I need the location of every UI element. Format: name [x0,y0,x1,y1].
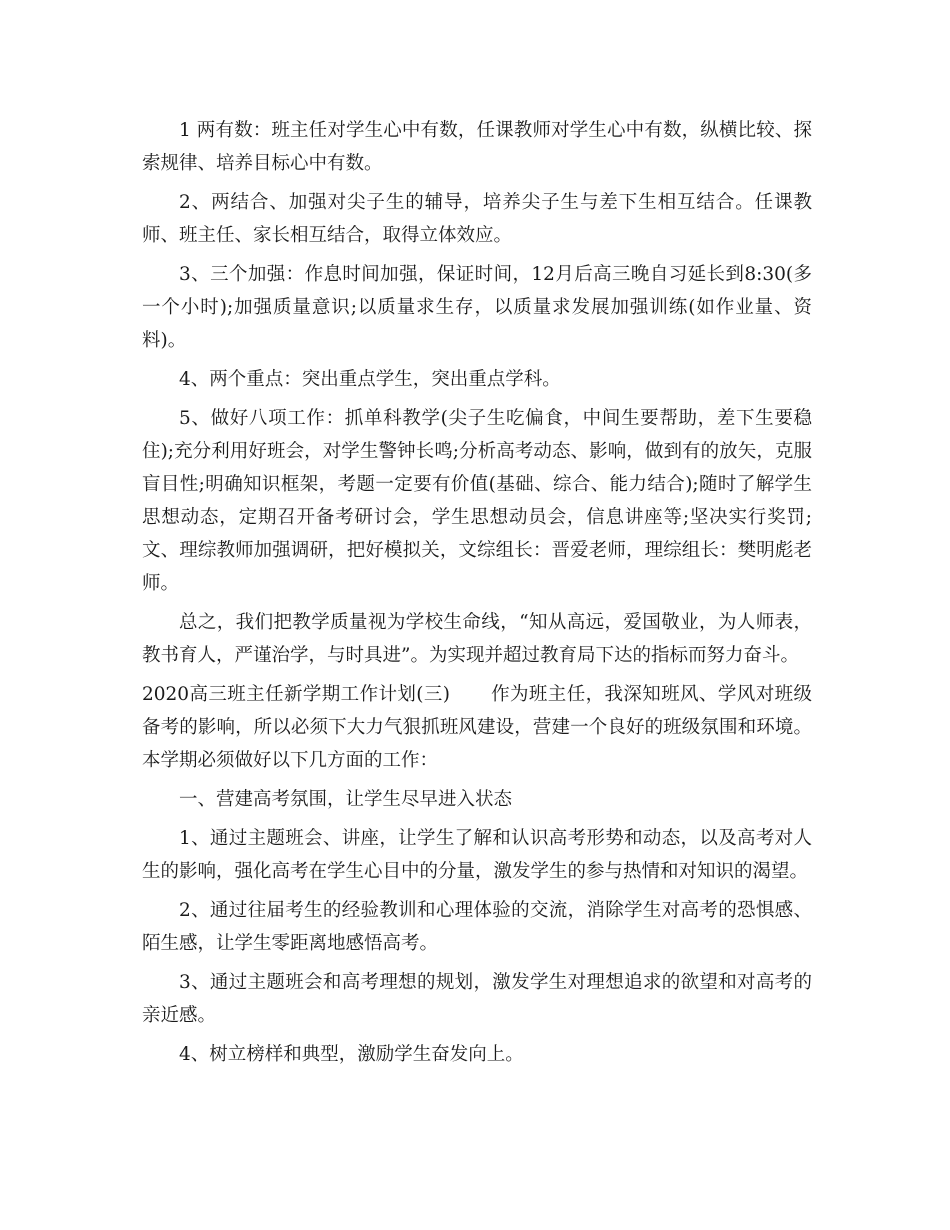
paragraph-summary: 总之，我们把教学质量视为学校生命线，“知从高远，爱国敬业，为人师表，教书育人，严谨治学，与时具进”。为实现并超过教育局下达的指标而努力奋斗。 [142,612,812,666]
paragraph-past-students: 2、通过往届考生的经验教训和心理体验的交流，消除学生对高考的恐惧感、陌生感，让学生零距离地感悟高考。 [142,900,812,954]
section-header-paragraph [142,678,812,777]
paragraph-two-knowings: 1 两有数：班主任对学生心中有数，任课教师对学生心中有数，纵横比较、探索规律、培养目标心中有数。 [142,120,812,174]
paragraph-ideal-planning: 3、通过主题班会和高考理想的规划，激发学生对理想追求的欲望和对高考的亲近感。 [142,972,812,1026]
document-body [142,114,812,1077]
paragraph-three-strengthenings: 3、三个加强：作息时间加强，保证时间，12月后高三晚自习延长到8:30(多一个小时);加强质量意识;以质量求生存，以质量求发展加强训练(如作业量、资料)。 [142,264,812,351]
heading-create-atmosphere: 一、营建高考氛围，让学生尽早进入状态 [179,789,513,810]
section-intro: 作为班主任，我深知班风、学风对班级备考的影响，所以必须下大力气狠抓班风建设，营建一个良好的班级氛围和环境。本学期必须做好以下几方面的工作： [142,684,812,771]
paragraph-two-combinations: 2、两结合、加强对尖子生的辅导，培养尖子生与差下生相互结合。任课教师、班主任、家长相互结合，取得立体效应。 [142,192,812,246]
paragraph-eight-tasks: 5、做好八项工作：抓单科教学(尖子生吃偏食，中间生要帮助，差下生要稳住);充分利用好班会，对学生警钟长鸣;分析高考动态、影响，做到有的放矢，克服盲目性;明确知识框架，考题一定要有价值(基础、综合、能力结合);随时了解学生思想动态，定期召开备考研讨会，学生思想动员会，信息讲座等;坚决实行奖罚;文、理综教师加强调研，把好模拟关，文综组长：晋爱老师，理综组长：樊明彪老师。 [142,408,812,594]
paragraph-role-models: 4、树立榜样和典型，激励学生奋发向上。 [179,1044,524,1065]
paragraph-class-meetings: 1、通过主题班会、讲座，让学生了解和认识高考形势和动态，以及高考对人生的影响，强化高考在学生心目中的分量，激发学生的参与热情和对知识的渴望。 [142,828,812,882]
paragraph-two-key-points: 4、两个重点：突出重点学生，突出重点学科。 [179,369,561,390]
section-title: 2020高三班主任新学期工作计划(三) [142,684,451,705]
